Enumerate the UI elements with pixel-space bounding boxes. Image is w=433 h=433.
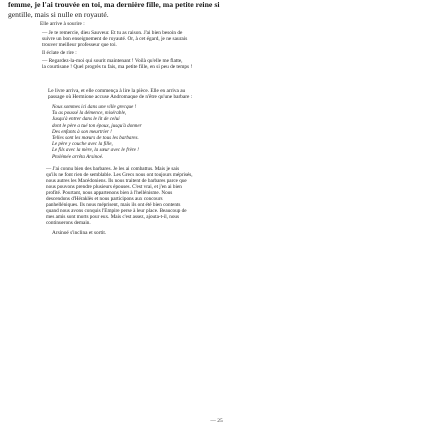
- top-text-block: [8, 0, 426, 20]
- closing-line: Arsinoé s'inclina et sortit.: [52, 230, 107, 236]
- opening-paragraph: [8, 0, 426, 20]
- narration-paragraph: Le livre arriva, et elle commença à lire la pièce. Elle en arriva au passage où Hermione accuse Andromaque de n'être qu'une barbare :: [48, 88, 193, 101]
- page-number: — 25: [210, 418, 223, 424]
- dialogue-paragraph-2: — Regardez-la-moi qui sourit maintenant ! Voilà qu'elle me flatte, la courtisane ! Quel progrès tu fais, ma petite fille, en si peu de temps !: [42, 58, 193, 71]
- dialogue-paragraph-1: — Je te remercie, dieu Sauveur. Et tu as raison. J'ai bien besoin de suivre un bon enseignement de royauté. Or, à cet égard, je ne saurais trouver meilleur professeur que toi.: [42, 30, 188, 49]
- quoted-verse: Nous sommes ici dans une ville grecque ! Tu as poussé la démence, misérable, Jusqu'à entrer dans le lit de celui dont le père a tué ton époux, jusqu'à donner Des enfants à son meurtrier ! Telles sont les mœurs de tous les barbares. Le père y couche avec la fille, Le fils avec la mère, la sœur avec le frère ! Ptolémée arrêta Arsinoé.: [52, 104, 142, 160]
- opening-line: femme, je l'ai trouvée en toi, ma dernière fille, ma petite reine si: [8, 0, 220, 9]
- narration-line-2: Il éclate de rire :: [42, 50, 77, 56]
- dialogue-paragraph-3: — J'ai connu bien des barbares. Je les ai combattus. Mais je sais qu'ils ne font rien de semblable. Les Grecs nous ont toujours méprisés, nous autres les Macédoniens. Ils nous traitent de barbares parce que nous pouvons prendre plusieurs épouses. C'est vrai, et j'en ai bien profité. Pourtant, nous appartenons bien à l'hellénisme. Nous descendons d'Héraklès et nous participons aux concours panhelléniques. Ils nous méprisent, mais ils ont été bien contents quand nous avons conquis l'Empire perse à leur place. Beaucoup de mes amis sont morts pour eux. Mais c'est assez, ajouta-t-il, nous continuerons demain.: [46, 166, 193, 227]
- narration-line: Elle arrive à sourire :: [40, 21, 85, 27]
- opening-line-continued: gentille, mais si nulle en royauté.: [8, 9, 109, 19]
